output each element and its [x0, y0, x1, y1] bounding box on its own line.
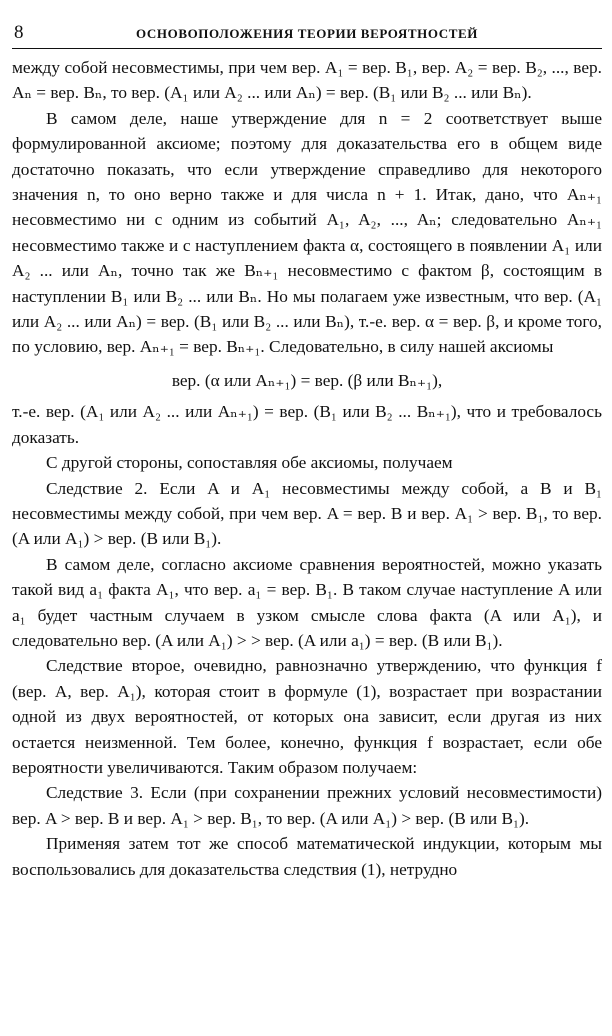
paragraph-continued: между собой несовместимы, при чем вер. A₁ = вер. B₁, вер. A₂ = вер. B₂, ..., вер. Aₙ = вер. Bₙ, то вер. (A₁ или A₂ ... или Aₙ) = вер. (B₁ или B₂ ... или Bₙ). [12, 58, 602, 103]
paragraph-proof-end: т.-е. вер. (A₁ или A₂ ... или Aₙ₊₁) = вер. (B₁ или B₂ ... Bₙ₊₁), что и требовалось доказать. [12, 402, 602, 447]
paragraph-induction: Применяя затем тот же способ математической индукции, которым мы воспользовались для доказательства следствия (1), нетрудно [12, 834, 602, 879]
paragraph-intro-corollary: С другой стороны, сопоставляя обе аксиомы, получаем [46, 453, 453, 473]
paragraph-proof: В самом деле, наше утверждение для n = 2 соответствует выше формулированной аксиоме; поэтому для доказательства его в общем виде достаточно показать, что если утверждение справедливо для некоторого значения n, то оно верно также и для числа n + 1. Итак, дано, что Aₙ₊₁ несовместимо ни с одним из событий A₁, A₂, ..., Aₙ; следовательно Aₙ₊₁ несовместимо также и с наступлением факта α, состоящего в появлении A₁ или A₂ ... или Aₙ, точно так же Bₙ₊₁ несовместимо с фактом β, состоящим в наступлении B₁ или B₂ ... или Bₙ. Но мы полагаем уже известным, что вер. (A₁ или A₂ ... или Aₙ) = вер. (B₁ или B₂ ... или Bₙ), т.-е. вер. α = вер. β, и кроме того, по условию, вер. Aₙ₊₁ = вер. Bₙ₊₁. Следовательно, в силу нашей аксиомы [12, 108, 602, 357]
page-body [12, 55, 602, 882]
paragraph-function-remark: Следствие второе, очевидно, равнозначно утверждению, что функция f (вер. A, вер. A₁), которая стоит в формуле (1), возрастает при возрастании одной из двух вероятностей, от которых она зависит, если другая из них остается неизменной. Тем более, конечно, функция f возрастает, если обе вероятности увеличиваются. Таким образом получаем: [12, 656, 602, 777]
display-formula: вер. (α или Aₙ₊₁) = вер. (β или Bₙ₊₁), [171, 370, 443, 390]
corollary-2: Следствие 2. Если A и A₁ несовместимы между собой, а B и B₁ несовместимы между собой, при чем вер. A = вер. B и вер. A₁ > вер. B₁, то вер. (A или A₁) > вер. (B или B₁). [12, 478, 602, 549]
corollary-3: Следствие 3. Если (при сохранении прежних условий несовместимости) вер. A > вер. B и вер. A₁ > вер. B₁, то вер. (A или A₁) > вер. (B или B₁). [12, 783, 602, 828]
page-header [12, 22, 602, 49]
paragraph-corollary-2-proof: В самом деле, согласно аксиоме сравнения вероятностей, можно указать такой вид a₁ факта A₁, что вер. a₁ = вер. B₁. В таком случае наступление A или a₁ будет частным случаем в узком смысле слова факта (A или A₁), и следовательно вер. (A или A₁) > > вер. (A или a₁) = вер. (B или B₁). [12, 554, 602, 650]
running-title: ОСНОВОПОЛОЖЕНИЯ ТЕОРИИ ВЕРОЯТНОСТЕЙ [136, 26, 478, 41]
page-number: 8 [14, 22, 24, 43]
